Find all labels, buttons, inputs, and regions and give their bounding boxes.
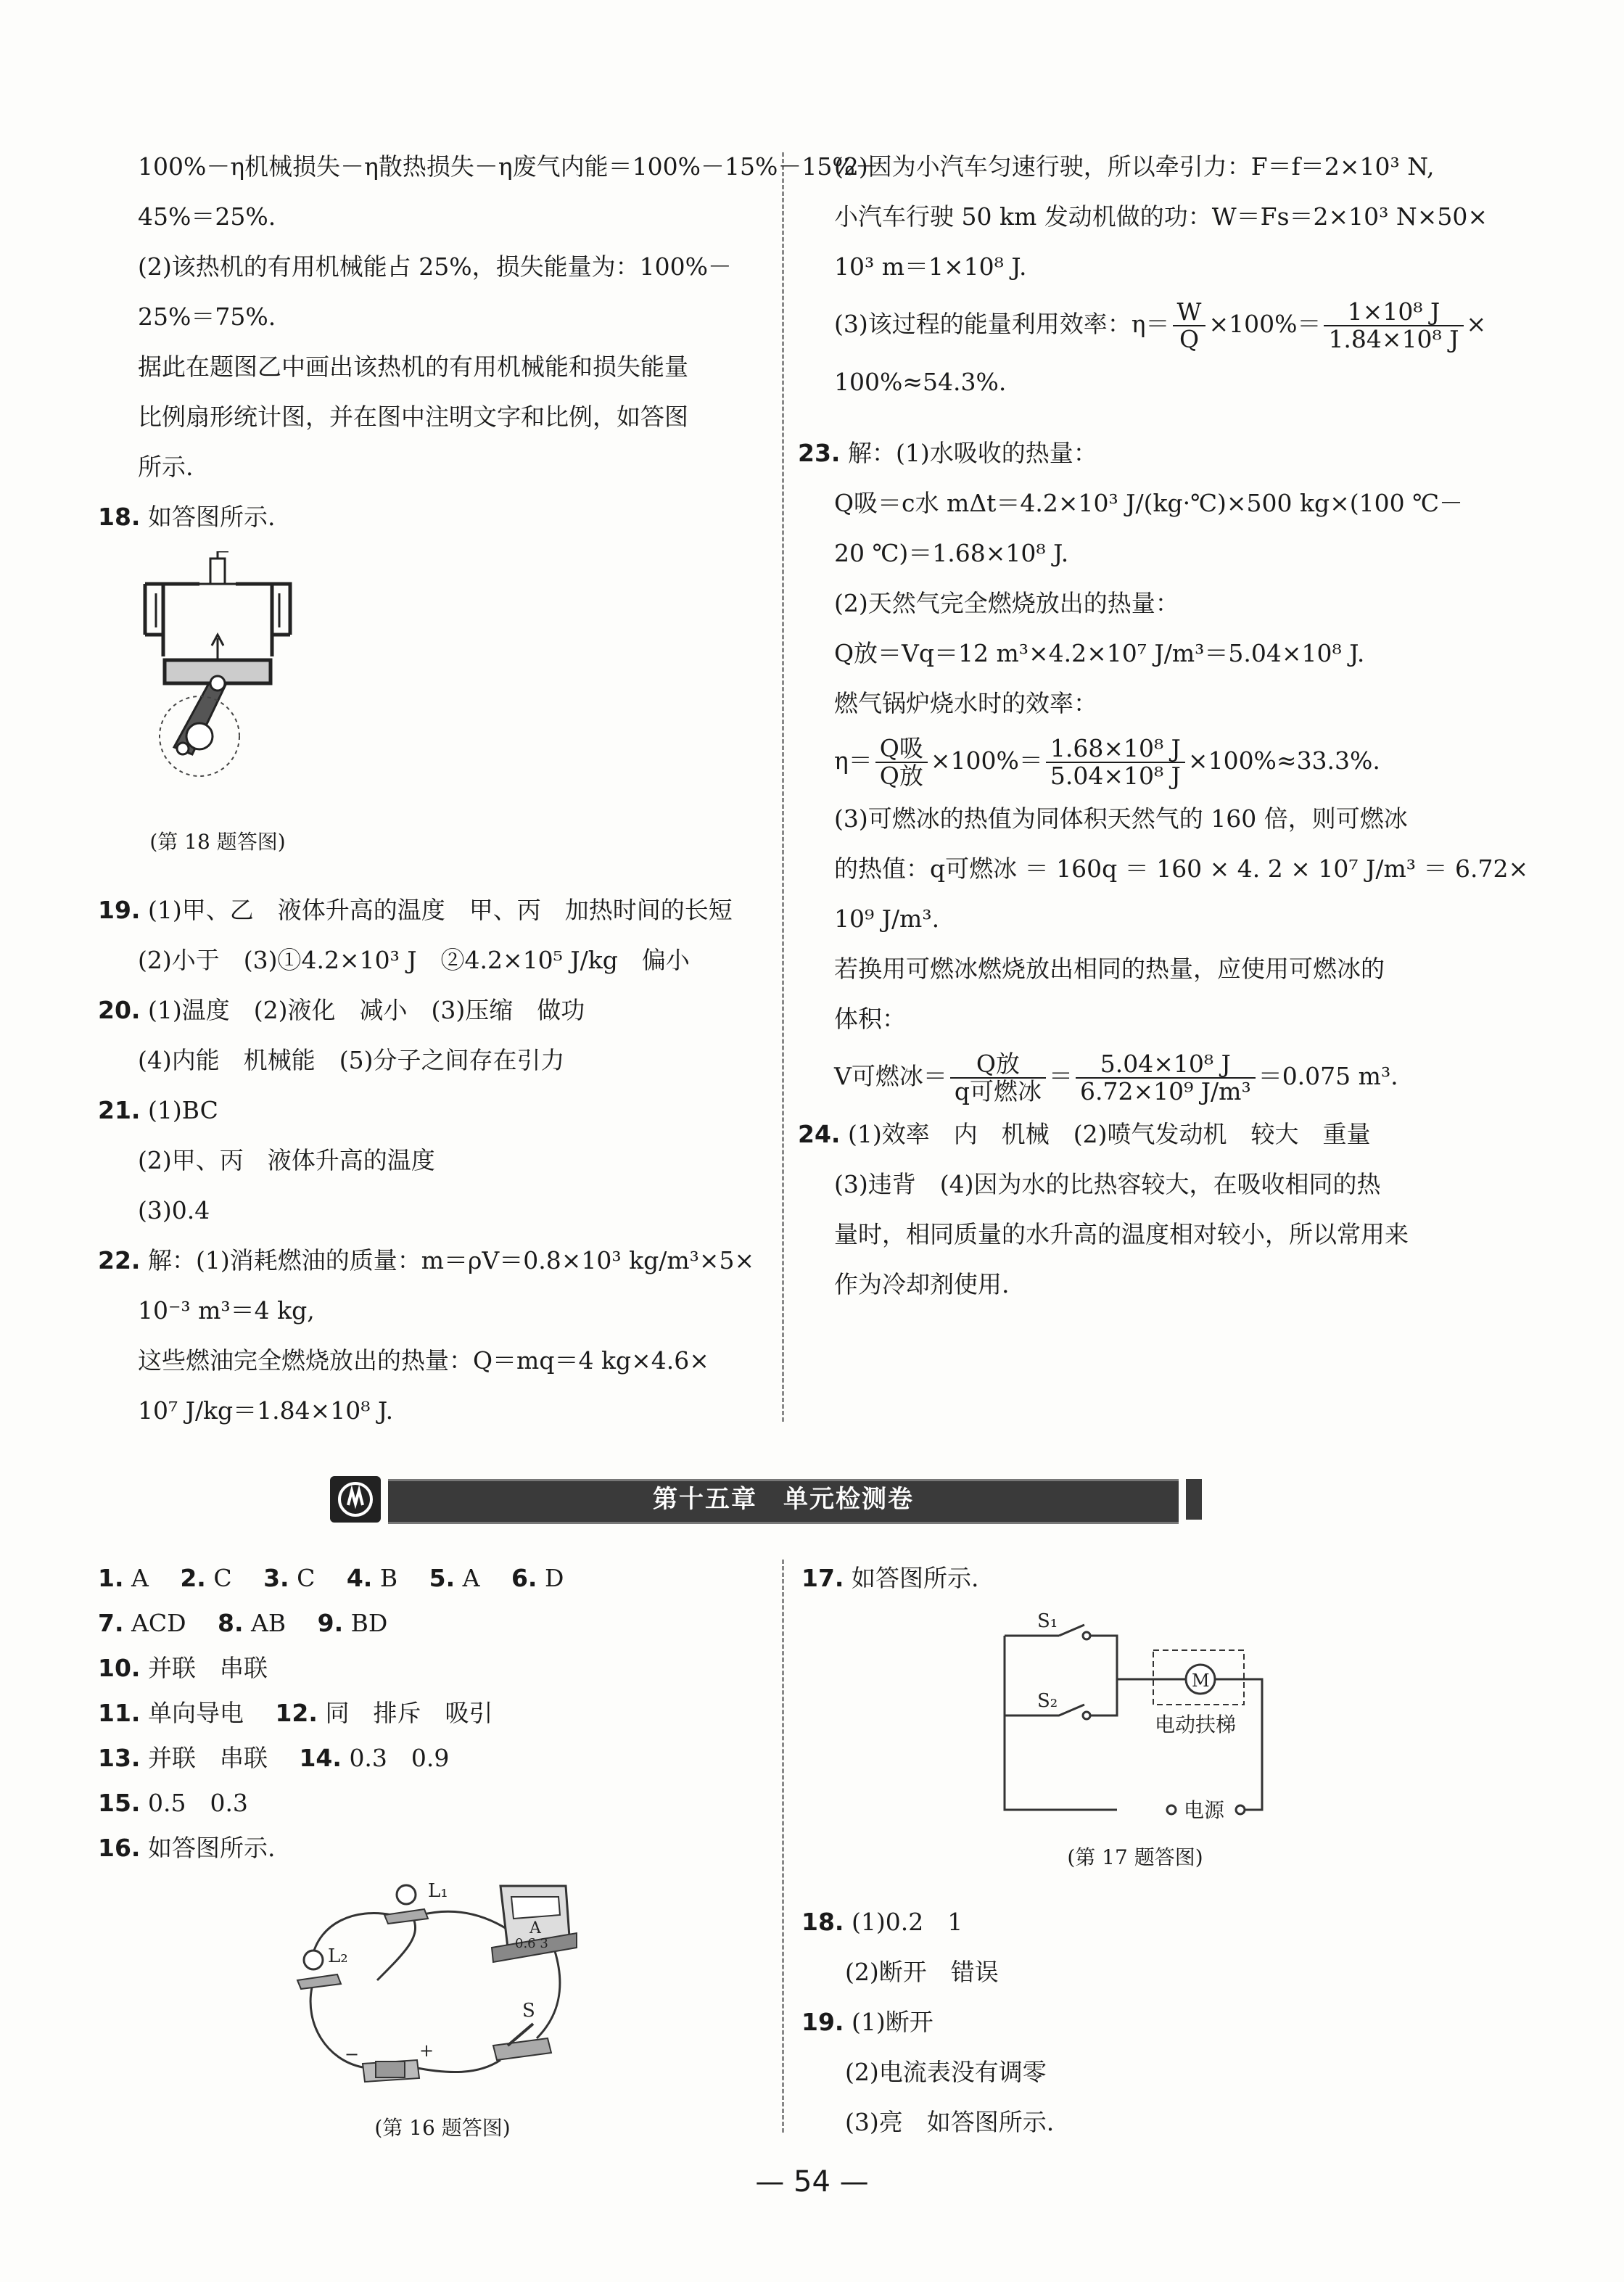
answer: 单向导电 — [147, 1699, 244, 1727]
question-number: 10. — [98, 1654, 141, 1682]
question-number: 6. — [511, 1564, 537, 1592]
answer: 并联 串联 — [147, 1654, 268, 1682]
answer-line: 10⁹ J/m³. — [834, 905, 940, 933]
question-24 — [798, 1109, 1472, 1159]
question-number: 2. — [180, 1564, 206, 1592]
fraction — [875, 736, 928, 789]
question-text: 如答图所示. — [147, 503, 276, 531]
text-line: 所示. — [138, 453, 194, 481]
switch-label: S — [522, 2000, 535, 2022]
engine-cylinder-diagram — [131, 551, 305, 805]
motor-label: M — [1192, 1671, 1210, 1691]
left-column-bottom — [98, 1556, 780, 1871]
battery-plus: + — [419, 2040, 434, 2061]
question-text: 如答图所示. — [851, 1564, 979, 1592]
answer-line: 10³ m＝1×10⁸ J. — [834, 252, 1027, 281]
text-line: 据此在题图乙中画出该热机的有用机械能和损失能量 — [138, 353, 688, 381]
fraction — [1173, 299, 1206, 353]
answer-line: (2)小于 (3)①4.2×10³ J ②4.2×10⁵ J/kg 偏小 — [138, 946, 690, 974]
formula-text: ＝ — [1048, 1062, 1073, 1090]
page-number: — 54 — — [755, 2165, 869, 2199]
question-number: 20. — [98, 996, 141, 1024]
answer-line: (2)断开 错误 — [845, 1958, 999, 1986]
formula-text: V可燃冰＝ — [834, 1062, 947, 1090]
chapter-title: 第十五章 单元检测卷 — [653, 1485, 914, 1514]
question-number: 16. — [98, 1834, 141, 1862]
right-column-top — [834, 141, 1488, 407]
answer: D — [544, 1564, 564, 1592]
numerator: Q吸 — [875, 736, 928, 763]
numerator: Q放 — [950, 1051, 1046, 1079]
figure-caption: (第 17 题答图) — [1067, 1845, 1203, 1869]
answer-line: 10⁷ J/kg＝1.84×10⁸ J. — [138, 1396, 394, 1425]
answer-line: 体积： — [834, 1005, 906, 1033]
column-divider — [782, 152, 784, 1422]
question-22 — [98, 1235, 772, 1285]
question-19 — [98, 885, 772, 935]
power-source-label: 电源 — [1184, 1798, 1225, 1822]
question-number: 23. — [798, 439, 841, 467]
answer: BD — [350, 1609, 388, 1637]
question-19b — [801, 1997, 1454, 2047]
answer-line: 燃气锅炉烧水时的效率： — [834, 689, 1097, 717]
question-20 — [98, 985, 772, 1035]
answer-line: 作为冷却剂使用. — [834, 1270, 1010, 1298]
question-number: 18. — [801, 1908, 844, 1936]
answer-line: (2)因为小汽车匀速行驶，所以牵引力：F＝f＝2×10³ N, — [834, 152, 1435, 181]
column-divider — [782, 1560, 784, 2133]
numerator: 1.68×10⁸ J — [1046, 736, 1185, 763]
answer-line: (1)效率 内 机械 (2)喷气发动机 较大 重量 — [847, 1120, 1371, 1148]
formula-text: (3)该过程的能量利用效率：η＝ — [834, 310, 1170, 338]
question-18 — [98, 492, 765, 542]
answer: B — [379, 1564, 398, 1592]
question-number: 11. — [98, 1699, 141, 1727]
formula-text: ×100%＝ — [930, 746, 1043, 775]
figure-16 — [290, 1879, 595, 2140]
formula-text: η＝ — [834, 746, 873, 775]
answer: 同 排斥 吸引 — [325, 1699, 493, 1727]
label-l1: L₁ — [428, 1880, 448, 1902]
question-number: 19. — [801, 2008, 844, 2036]
figure-17 — [994, 1607, 1277, 1882]
answer-line: Q放＝Vq＝12 m³×4.2×10⁷ J/m³＝5.04×10⁸ J. — [834, 639, 1365, 667]
question-number: 1. — [98, 1564, 124, 1592]
fraction — [950, 1051, 1046, 1105]
answer: 并联 串联 — [147, 1744, 268, 1772]
numerator: W — [1173, 299, 1206, 326]
answer-line: (2)电流表没有调零 — [845, 2058, 1047, 2086]
answer: A — [462, 1564, 480, 1592]
boiler-efficiency-formula — [798, 728, 1472, 794]
circuit-diagram-17 — [994, 1607, 1277, 1824]
text-line: 25%＝75%. — [138, 302, 276, 331]
question-number: 12. — [275, 1699, 318, 1727]
question-number: 4. — [346, 1564, 373, 1592]
answer: C — [297, 1564, 316, 1592]
answer-line: 若换用可燃冰燃烧放出相同的热量，应使用可燃冰的 — [834, 955, 1385, 983]
denominator: Q — [1179, 325, 1199, 353]
answer-row — [98, 1556, 780, 1601]
chapter-banner — [330, 1476, 1237, 1523]
question-number: 7. — [98, 1609, 124, 1637]
answer-line: (4)内能 机械能 (5)分子之间存在引力 — [138, 1046, 565, 1074]
answer-line: (2)天然气完全燃烧放出的热量： — [834, 589, 1179, 617]
answer-line: (1)甲、乙 液体升高的温度 甲、丙 加热时间的长短 — [147, 896, 733, 924]
label-l2: L₂ — [328, 1945, 348, 1967]
answer: 0.5 0.3 — [147, 1789, 248, 1817]
question-18b — [801, 1897, 1454, 1947]
answer-row — [98, 1601, 780, 1646]
label-s2: S₂ — [1037, 1690, 1058, 1712]
answer: 如答图所示. — [147, 1834, 276, 1862]
answer-line: 的热值：q可燃冰 ＝ 160q ＝ 160 × 4. 2 × 10⁷ J/m³ ＝ 6.72× — [834, 854, 1529, 883]
fraction — [1076, 1051, 1256, 1105]
question-number: 15. — [98, 1789, 141, 1817]
answer-line: (3)0.4 — [138, 1196, 210, 1224]
answer-line: (3)亮 如答图所示. — [845, 2108, 1055, 2136]
fraction — [1046, 736, 1185, 789]
numerator: 1×10⁸ J — [1324, 299, 1463, 326]
answer-line: 这些燃油完全燃烧放出的热量：Q＝mq＝4 kg×4.6× — [138, 1346, 709, 1375]
answer-line: (2)甲、丙 液体升高的温度 — [138, 1146, 435, 1174]
answer-row — [98, 1691, 780, 1736]
answer-line: 10⁻³ m³＝4 kg, — [138, 1296, 315, 1325]
question-17 — [801, 1556, 1454, 1601]
answer: AB — [251, 1609, 287, 1637]
answer: ACD — [131, 1609, 186, 1637]
answer-line: (1)断开 — [851, 2008, 933, 2036]
numerator: 5.04×10⁸ J — [1076, 1051, 1256, 1079]
denominator: Q放 — [879, 762, 923, 790]
denominator: 5.04×10⁸ J — [1050, 762, 1181, 790]
left-column-mid — [98, 885, 772, 1435]
text-line: 比例扇形统计图，并在图中注明文字和比例，如答图 — [138, 403, 688, 431]
formula-text: × — [1466, 310, 1487, 338]
question-number: 19. — [98, 896, 141, 924]
answer-line: (1)BC — [147, 1096, 218, 1124]
label-s1: S₁ — [1037, 1610, 1058, 1632]
formula-text: ×100%＝ — [1208, 310, 1322, 338]
answer-line: (3)可燃冰的热值为同体积天然气的 160 倍，则可燃冰 — [834, 804, 1408, 833]
answer-row — [98, 1781, 780, 1826]
answer-row — [98, 1736, 780, 1781]
answer-line: 量时，相同质量的水升高的温度相对较小，所以常用来 — [834, 1220, 1409, 1248]
question-number: 3. — [263, 1564, 289, 1592]
answer-line: 解：(1)消耗燃油的质量：m＝ρV＝0.8×10³ kg/m³×5× — [147, 1246, 755, 1274]
question-number: 5. — [429, 1564, 456, 1592]
question-number: 24. — [798, 1120, 841, 1148]
bulb-l1 — [384, 1885, 428, 1924]
answer-line: (1)温度 (2)液化 减小 (3)压缩 做功 — [147, 996, 585, 1024]
figure-caption: (第 18 题答图) — [149, 830, 286, 854]
answer-line: (1)0.2 1 — [851, 1908, 963, 1936]
question-number: 21. — [98, 1096, 141, 1124]
right-column-bottom-answers — [801, 1897, 1454, 2147]
circuit-diagram-16 — [290, 1879, 595, 2096]
answer: C — [213, 1564, 232, 1592]
answer-line: 100%≈54.3%. — [834, 368, 1007, 396]
text-line: (2)该热机的有用机械能占 25%，损失能量为：100%－ — [138, 252, 732, 281]
question-number: 18. — [98, 503, 141, 531]
question-number: 22. — [98, 1246, 141, 1274]
answer-row — [98, 1646, 780, 1691]
fraction — [1324, 299, 1463, 353]
question-number: 17. — [801, 1564, 844, 1592]
switch — [493, 2024, 551, 2060]
text-line: 45%＝25%. — [138, 202, 276, 231]
figure-18 — [131, 551, 305, 856]
escalator-label: 电动扶梯 — [1155, 1713, 1237, 1737]
battery-minus: − — [345, 2044, 360, 2064]
text-line: 100%－η机械损失－η散热损失－η废气内能＝100%－15%－15%－ — [138, 152, 879, 181]
question-number: 14. — [299, 1744, 342, 1772]
denominator: 6.72×10⁹ J/m³ — [1079, 1077, 1251, 1105]
ammeter-scale: 0.6 3 — [515, 1936, 548, 1951]
denominator: 1.84×10⁸ J — [1328, 325, 1459, 353]
question-number: 8. — [218, 1609, 244, 1637]
figure-caption: (第 16 题答图) — [374, 2116, 511, 2140]
question-number: 9. — [317, 1609, 344, 1637]
volume-formula — [798, 1044, 1472, 1109]
answer-line: 小汽车行驶 50 km 发动机做的功：W＝Fs＝2×10³ N×50× — [834, 202, 1488, 231]
answer-row — [98, 1826, 780, 1871]
battery — [363, 2060, 419, 2082]
answer: 0.3 0.9 — [349, 1744, 450, 1772]
ammeter-label: A — [529, 1919, 541, 1937]
question-21 — [98, 1085, 772, 1135]
denominator: q可燃冰 — [954, 1077, 1042, 1105]
answer-line: 20 ℃)＝1.68×10⁸ J. — [834, 539, 1069, 567]
efficiency-formula — [834, 292, 1487, 357]
right-column-bottom — [801, 1556, 1454, 1601]
question-number: 13. — [98, 1744, 141, 1772]
answer-line: (3)违背 (4)因为水的比热容较大，在吸收相同的热 — [834, 1170, 1381, 1198]
answer-line: 解：(1)水吸收的热量： — [847, 439, 1097, 467]
formula-text: ＝0.075 m³. — [1258, 1062, 1398, 1090]
question-23 — [798, 428, 1529, 1309]
formula-text: ×100%≈33.3%. — [1187, 746, 1380, 775]
answer: A — [131, 1564, 149, 1592]
answer-line: Q吸＝c水 mΔt＝4.2×10³ J/(kg·℃)×500 kg×(100 ℃－ — [834, 489, 1464, 517]
